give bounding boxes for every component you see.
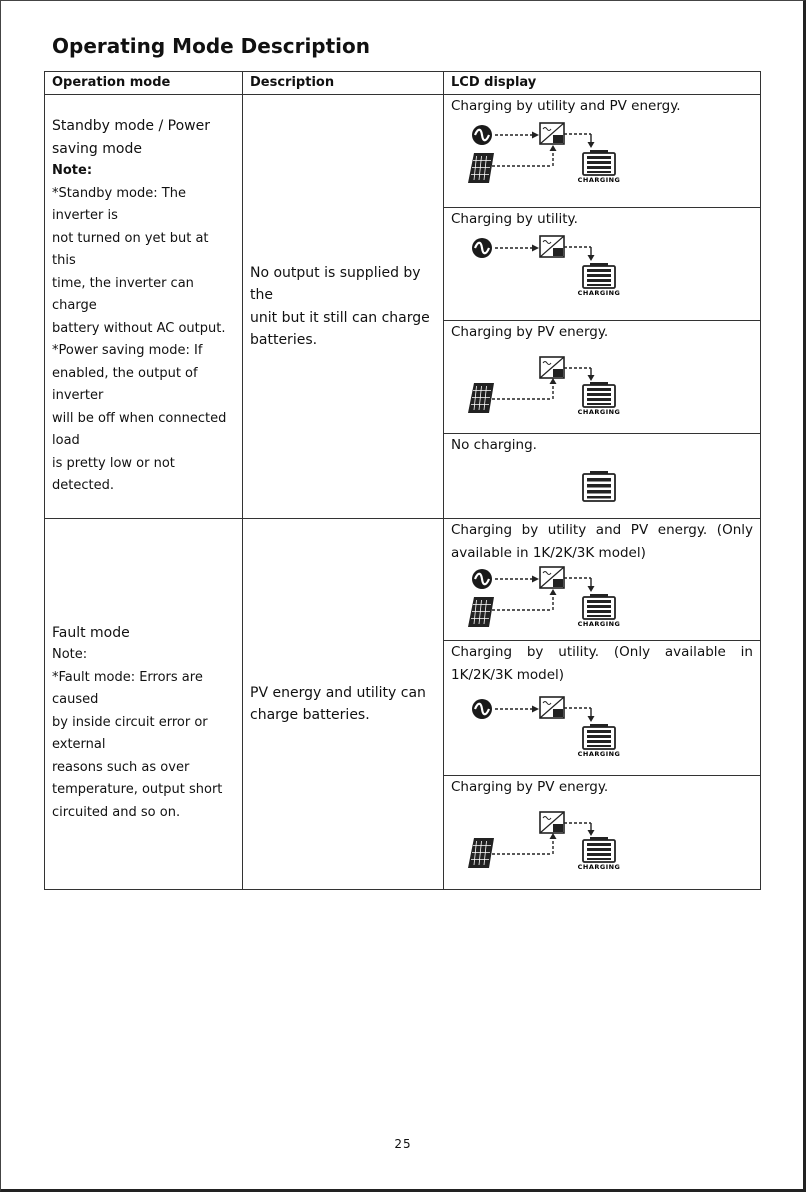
pv-panel-icon <box>468 838 494 868</box>
inverter-icon <box>540 567 564 588</box>
charging-badge: CHARGING <box>577 863 621 871</box>
table-header-row <box>45 72 761 95</box>
lcd-diagram-utility <box>462 693 632 763</box>
charging-badge: CHARGING <box>577 176 621 184</box>
lcd-cell-fault-utility-pv <box>444 519 761 641</box>
lcd-caption: Charging by utility and PV energy. (Only available in 1K/2K/3K model) <box>451 522 753 561</box>
table-row <box>45 519 761 641</box>
standby-note-line: battery without AC output. <box>52 320 226 336</box>
lcd-cell-standby-utility-pv <box>444 95 761 208</box>
standby-mode-title-1: Standby mode / Power <box>52 118 210 135</box>
lcd-caption: Charging by PV energy. <box>451 324 609 340</box>
operating-mode-table <box>44 71 761 890</box>
charging-badge: CHARGING <box>577 620 621 628</box>
standby-note-line: *Standby mode: The inverter is <box>52 185 186 224</box>
battery-icon <box>583 837 615 862</box>
lcd-diagram-no-charging <box>579 469 619 509</box>
lcd-diagram-pv <box>462 800 632 880</box>
inverter-icon <box>540 236 564 257</box>
lcd-caption: Charging by utility and PV energy. <box>451 98 681 114</box>
utility-icon <box>472 699 492 719</box>
battery-icon <box>583 382 615 407</box>
fault-note-line: temperature, output short <box>52 782 223 798</box>
fault-note-line: circuited and so on. <box>52 804 181 820</box>
standby-mode-cell <box>45 95 243 519</box>
battery-icon <box>583 263 615 288</box>
charging-badge: CHARGING <box>577 408 621 415</box>
utility-icon <box>472 238 492 258</box>
lcd-diagram-pv <box>462 345 632 415</box>
inverter-icon <box>540 357 564 378</box>
standby-note-line: enabled, the output of inverter <box>52 365 198 404</box>
standby-note-line: *Power saving mode: If <box>52 343 203 359</box>
pv-panel-icon <box>468 153 494 183</box>
header-lcd-display: LCD display <box>444 72 761 95</box>
utility-icon <box>472 125 492 145</box>
standby-description-line: batteries. <box>250 332 318 348</box>
standby-note-label: Note: <box>52 163 93 179</box>
charging-badge: CHARGING <box>577 750 621 758</box>
fault-description-line: PV energy and utility can <box>250 684 426 701</box>
standby-description-line: unit but it still can charge <box>250 309 430 326</box>
standby-note-line: not turned on yet but at this <box>52 230 209 269</box>
pv-panel-icon <box>468 597 494 627</box>
inverter-icon <box>540 812 564 833</box>
fault-note-line: *Fault mode: Errors are caused <box>52 669 203 708</box>
inverter-icon <box>540 123 564 144</box>
lcd-cell-fault-utility <box>444 641 761 776</box>
pv-panel-icon <box>468 383 494 413</box>
battery-icon <box>583 724 615 749</box>
standby-note-line: will be off when connected load <box>52 410 227 449</box>
standby-mode-title-2: saving mode <box>52 140 142 157</box>
header-operation-mode: Operation mode <box>45 72 243 95</box>
standby-description-cell <box>243 95 444 519</box>
page-title: Operating Mode Description <box>52 34 371 58</box>
lcd-caption: Charging by utility. (Only available in 1K/2K/3K model) <box>451 644 753 683</box>
utility-icon <box>472 569 492 589</box>
charging-badge: CHARGING <box>577 289 621 297</box>
lcd-caption: Charging by utility. <box>451 211 578 227</box>
page-number: 25 <box>394 1137 412 1151</box>
fault-note-line: by inside circuit error or external <box>52 714 208 753</box>
lcd-caption: No charging. <box>451 437 537 453</box>
inverter-icon <box>540 697 564 718</box>
battery-icon <box>583 150 615 175</box>
fault-mode-cell <box>45 519 243 890</box>
header-description: Description <box>243 72 444 95</box>
fault-note-label: Note: <box>52 647 88 663</box>
lcd-cell-fault-pv <box>444 776 761 890</box>
battery-icon <box>583 471 615 501</box>
fault-mode-title: Fault mode <box>52 624 130 641</box>
standby-description-line: No output is supplied by the <box>250 264 421 303</box>
fault-note-line: reasons such as over <box>52 759 190 775</box>
lcd-cell-standby-pv <box>444 321 761 434</box>
standby-note-line: is pretty low or not detected. <box>52 455 175 494</box>
lcd-cell-standby-utility <box>444 208 761 321</box>
fault-description-line: charge batteries. <box>250 707 370 723</box>
table-row <box>45 95 761 208</box>
standby-note-line: time, the inverter can charge <box>52 275 194 314</box>
lcd-caption: Charging by PV energy. <box>451 779 609 795</box>
battery-icon <box>583 594 615 619</box>
lcd-cell-standby-no-charging <box>444 434 761 519</box>
lcd-diagram-utility-pv <box>462 119 632 189</box>
lcd-diagram-utility-pv <box>462 563 632 633</box>
fault-description-cell <box>243 519 444 890</box>
lcd-diagram-utility <box>462 232 632 302</box>
